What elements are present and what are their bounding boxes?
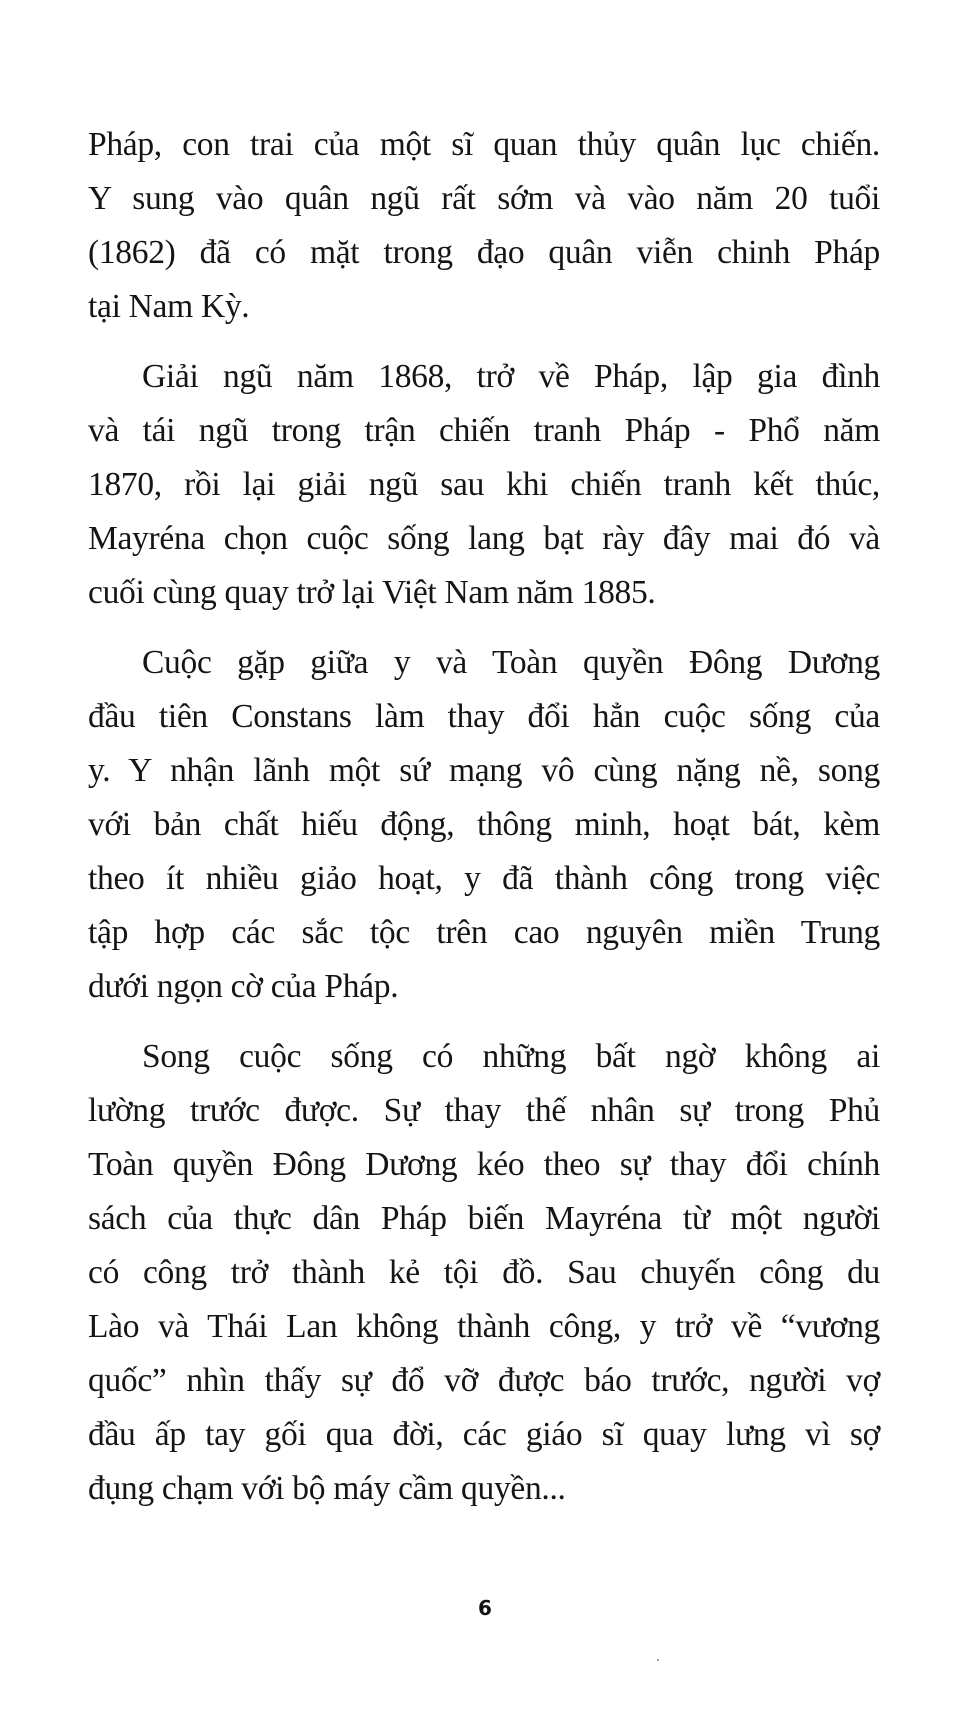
- text-line: dưới ngọn cờ của Pháp.: [88, 968, 399, 1005]
- text-line: với bản chất hiếu động, thông minh, hoạt bát, kèm: [88, 806, 880, 843]
- scan-artifact: [657, 1659, 659, 1661]
- text-line: đụng chạm với bộ máy cầm quyền...: [88, 1470, 566, 1507]
- text-line: tại Nam Kỳ.: [88, 288, 250, 325]
- text-line: Lào và Thái Lan không thành công, y trở về “vương: [88, 1308, 880, 1345]
- page-number: 6: [478, 1596, 492, 1620]
- text-line: 1870, rồi lại giải ngũ sau khi chiến tranh kết thúc,: [88, 466, 880, 503]
- text-line: theo ít nhiều giảo hoạt, y đã thành công trong việc: [88, 860, 880, 897]
- text-line: đầu tiên Constans làm thay đổi hẳn cuộc sống của: [88, 698, 880, 735]
- text-line: có công trở thành kẻ tội đồ. Sau chuyến công du: [88, 1254, 880, 1291]
- text-line: sách của thực dân Pháp biến Mayréna từ một người: [88, 1200, 880, 1237]
- text-line: Y sung vào quân ngũ rất sớm và vào năm 20 tuổi: [88, 180, 880, 217]
- text-line: Song cuộc sống có những bất ngờ không ai: [142, 1038, 880, 1075]
- text-line: quốc” nhìn thấy sự đổ vỡ được báo trước, người vợ: [88, 1362, 880, 1399]
- text-line: Toàn quyền Đông Dương kéo theo sự thay đổi chính: [88, 1146, 880, 1183]
- text-line: đầu ấp tay gối qua đời, các giáo sĩ quay lưng vì sợ: [88, 1416, 880, 1453]
- text-line: (1862) đã có mặt trong đạo quân viễn chinh Pháp: [88, 234, 880, 271]
- text-line: tập hợp các sắc tộc trên cao nguyên miền Trung: [88, 914, 880, 951]
- text-line: và tái ngũ trong trận chiến tranh Pháp - Phổ năm: [88, 412, 880, 449]
- text-line: Giải ngũ năm 1868, trở về Pháp, lập gia đình: [142, 358, 880, 395]
- text-line: Pháp, con trai của một sĩ quan thủy quân lục chiến.: [88, 126, 880, 163]
- text-line: cuối cùng quay trở lại Việt Nam năm 1885.: [88, 574, 656, 611]
- text-line: Mayréna chọn cuộc sống lang bạt rày đây mai đó và: [88, 520, 880, 557]
- text-line: y. Y nhận lãnh một sứ mạng vô cùng nặng nề, song: [88, 752, 880, 789]
- text-line: lường trước được. Sự thay thế nhân sự trong Phủ: [88, 1092, 880, 1129]
- text-line: Cuộc gặp giữa y và Toàn quyền Đông Dương: [142, 644, 880, 681]
